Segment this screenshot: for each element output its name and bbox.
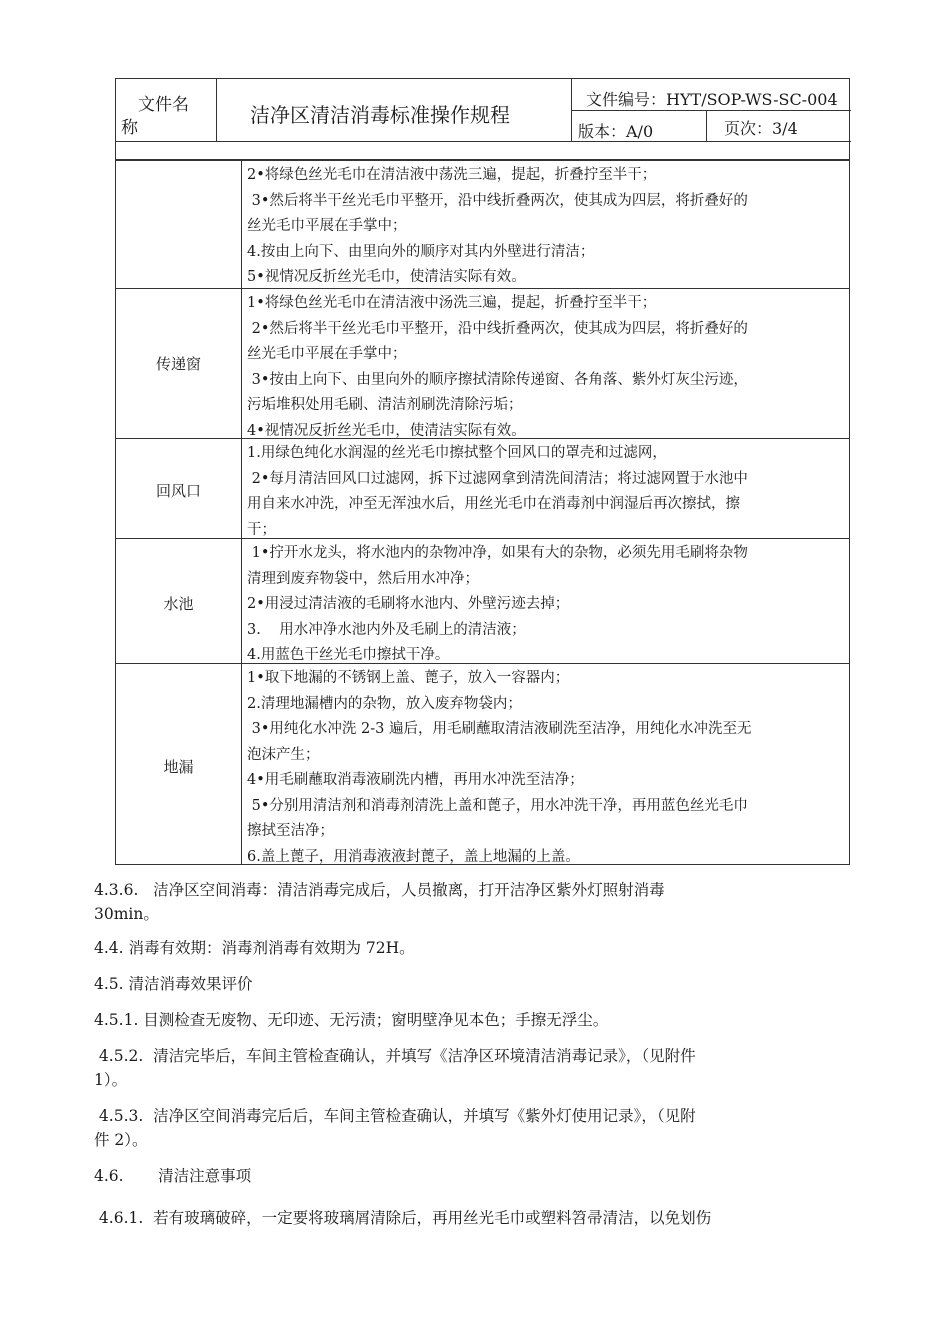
paragraph-4-5 [94,972,864,996]
row-label: 回风口 [155,482,201,500]
content-line: 3•用纯化水冲洗 2-3 遍后，用毛刷蘸取清洁液刷洗至洁净，用纯化水冲洗至无 [247,721,752,737]
content-line: 1•拧开水龙头，将水池内的杂物冲净，如果有大的杂物，必须先用毛刷将杂物 [247,545,748,561]
content-line: 干； [247,521,276,538]
row-content [247,291,839,438]
column-divider [241,439,242,538]
document-header-table [115,78,850,160]
content-line: 6.盖上蓖子，用消毒液液封蓖子，盖上地漏的上盖。 [247,848,580,865]
content-line: 3•按由上向下、由里向外的顺序擦拭清除传递窗、各角落、紫外灯灰尘污迹， [247,371,748,388]
content-line: 4.按由上向下、由里向外的顺序对其内外壁进行清洁； [247,243,595,260]
content-line: 4.用蓝色干丝光毛巾擦拭干净。 [247,647,450,663]
header-divider [116,141,851,142]
paragraph-line: 30min。 [94,905,159,923]
paragraph-line: 4.5. 清洁消毒效果评价 [94,975,253,993]
paragraph-4-5-1 [94,1008,864,1032]
content-line: 用自来水冲洗，冲至无浑浊水后，用丝光毛巾在消毒剂中润湿后再次擦拭，擦 [247,496,740,512]
column-divider [241,289,242,438]
version: 版本：A/0 [578,122,654,141]
row-content [247,163,839,288]
doc-name-label: 文件名 [138,95,189,115]
content-line: 丝光毛巾平展在手掌中； [247,218,407,234]
content-line: 清理到废弃物袋中，然后用水冲净； [247,570,479,587]
doc-name-label-cont: 称 [121,118,138,138]
paragraph-line: 1）。 [94,1071,128,1089]
content-line: 5•视情况反折丝光毛巾，使清洁实际有效。 [247,269,526,285]
paragraph-line: 4.5.3. 洁净区空间消毒完后后，车间主管检查确认，并填写《紫外灯使用记录》，（见附 [94,1107,696,1125]
content-line: 2•用浸过清洁液的毛刷将水池内、外壁污迹去掉； [247,596,570,612]
content-line: 2.清理地漏槽内的杂物，放入废弃物袋内； [247,695,522,712]
table-row [116,288,849,438]
table-row [116,538,849,663]
paragraph-line: 件 2）。 [94,1131,148,1149]
header-divider [216,79,217,141]
content-line: 污垢堆积处用毛刷、清洁剂刷洗清除污垢； [247,397,523,413]
row-label: 水池 [163,595,194,613]
content-line: 丝光毛巾平展在手掌中； [247,346,407,362]
paragraph-4-6 [94,1164,864,1188]
content-line: 1•将绿色丝光毛巾在清洁液中汤洗三遍，提起，折叠拧至半干； [247,295,657,311]
content-line: 2•然后将半干丝光毛巾平整开，沿中线折叠两次，使其成为四层，将折叠好的 [247,320,748,337]
paragraph-line: 4.6. 清洁注意事项 [94,1167,252,1185]
paragraph-line: 4.5.2. 清洁完毕后，车间主管检查确认，并填写《洁净区环境清洁消毒记录》，（见附件 [94,1047,696,1065]
content-line: 4•用毛刷蘸取消毒液刷洗内槽，再用水冲洗至洁净； [247,772,584,788]
paragraph-4-6-1 [94,1206,864,1230]
content-line: 4•视情况反折丝光毛巾，使清洁实际有效。 [247,422,526,438]
content-line: 5•分别用清洁剂和消毒剂清洗上盖和蓖子，用水冲洗干净，再用蓝色丝光毛巾 [247,797,748,814]
column-divider [241,539,242,663]
paragraph-4-3-6 [94,878,864,926]
paragraph-line: 4.6.1. 若有玻璃破碎，一定要将玻璃屑清除后，再用丝光毛巾或塑料笤帚清洁，以免划伤 [94,1209,712,1227]
table-row [116,160,849,288]
column-divider [241,664,242,865]
row-content [247,666,839,865]
table-row [116,663,849,865]
row-label: 地漏 [163,758,194,776]
row-content [247,441,839,538]
row-label: 传递窗 [155,355,201,373]
header-divider [706,110,707,141]
procedure-table [115,160,850,865]
content-line: 1.用绿色纯化水润湿的丝光毛巾擦拭整个回风口的罩壳和过滤网， [247,445,667,461]
header-divider [571,110,851,111]
content-line: 3•然后将半干丝光毛巾平整开，沿中线折叠两次，使其成为四层，将折叠好的 [247,192,748,209]
content-line: 擦拭至洁净； [247,823,334,839]
paragraph-4-4 [94,936,864,960]
doc-number: 文件编号：HYT/SOP-WS-SC-004 [586,90,838,109]
paragraph-line: 4.4. 消毒有效期：消毒剂消毒有效期为 72H。 [94,939,415,957]
content-line: 2•每月清洁回风口过滤网，拆下过滤网拿到清洗间清洁；将过滤网置于水池中 [247,470,748,487]
document-title: 洁净区清洁消毒标准操作规程 [250,103,510,127]
content-line: 1•取下地漏的不锈钢上盖、蓖子，放入一容器内； [247,670,570,686]
table-row [116,438,849,538]
content-line: 2•将绿色丝光毛巾在清洁液中荡洗三遍，提起，折叠拧至半干； [247,167,657,183]
row-content [247,541,839,663]
paragraph-line: 4.3.6. 洁净区空间消毒：清洁消毒完成后，人员撤离，打开洁净区紫外灯照射消毒 [94,881,665,899]
paragraph-4-5-3 [94,1104,864,1152]
content-line: 泡沫产生； [247,746,320,763]
column-divider [241,161,242,288]
page-number: 页次：3/4 [724,119,798,138]
paragraph-4-5-2 [94,1044,864,1092]
content-line: 3. 用水冲净水池内外及毛刷上的清洁液； [247,621,526,638]
paragraph-line: 4.5.1. 目测检查无废物、无印迹、无污渍；窗明壁净见本色；手擦无浮尘。 [94,1011,609,1029]
